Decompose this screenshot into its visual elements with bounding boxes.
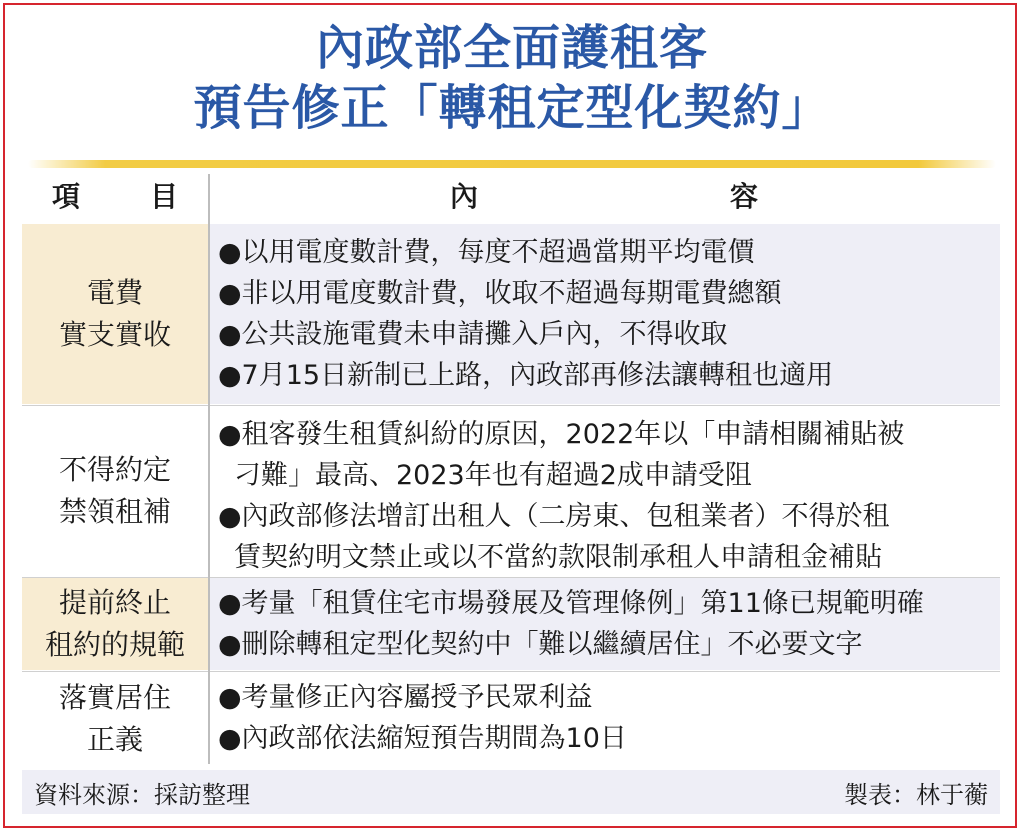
list-item: ●公共設施電費未申請攤入戶內，不得收取 bbox=[218, 319, 728, 350]
row-label-line: 提前終止 bbox=[58, 586, 171, 619]
list-item: ●7月15日新制已上路，內政部再修法讓轉租也適用 bbox=[218, 360, 834, 391]
row-label-line: 實支實收 bbox=[58, 318, 171, 351]
gold-divider bbox=[28, 160, 996, 168]
list-item: ●非以用電度數計費，收取不超過每期電費總額 bbox=[218, 278, 782, 309]
list-item: ●內政部依法縮短預告期間為10日 bbox=[218, 723, 627, 754]
row-label-termination bbox=[22, 578, 208, 670]
title-line-1: 內政部全面護租客 bbox=[315, 20, 708, 76]
header-item-char1: 項 bbox=[52, 180, 81, 213]
row-content-subsidy bbox=[210, 406, 1000, 576]
row-label-line: 不得約定 bbox=[58, 453, 171, 486]
row-content-electricity bbox=[210, 224, 1000, 404]
row-label-line: 電費 bbox=[86, 276, 143, 309]
list-item: ●考量修正內容屬授予民眾利益 bbox=[218, 682, 593, 713]
list-item: ●內政部修法增訂出租人（二房東、包租業者）不得於租 bbox=[218, 501, 890, 532]
row-label-electricity bbox=[22, 224, 208, 404]
header-content-char1: 內 bbox=[450, 180, 479, 213]
header-content-char2: 容 bbox=[730, 180, 759, 213]
list-item-continuation: 刁難」最高、2023年也有超過2成申請受阻 bbox=[234, 460, 752, 491]
column-divider bbox=[208, 174, 210, 764]
row-label-line: 禁領租補 bbox=[58, 495, 171, 528]
row-content-justice bbox=[210, 672, 1000, 766]
row-label-subsidy bbox=[22, 406, 208, 576]
source-note: 資料來源：採訪整理 bbox=[34, 780, 250, 809]
list-item: ●以用電度數計費，每度不超過當期平均電價 bbox=[218, 237, 755, 268]
author-credit: 製表：林于蘅 bbox=[844, 780, 988, 809]
row-label-line: 租約的規範 bbox=[44, 628, 185, 661]
list-item: ●刪除轉租定型化契約中「難以繼續居住」不必要文字 bbox=[218, 629, 863, 660]
list-item-continuation: 賃契約明文禁止或以不當約款限制承租人申請租金補貼 bbox=[234, 542, 882, 573]
list-item: ●考量「租賃住宅市場發展及管理條例」第11條已規範明確 bbox=[218, 588, 924, 619]
list-item: ●租客發生租賃糾紛的原因，2022年以「申請相關補貼被 bbox=[218, 419, 905, 450]
footer-bar bbox=[22, 770, 1000, 814]
row-label-line: 落實居住 bbox=[58, 681, 171, 714]
row-label-line: 正義 bbox=[86, 723, 143, 756]
header-item-char2: 目 bbox=[150, 180, 179, 213]
title-line-2: 預告修正「轉租定型化契約」 bbox=[193, 80, 831, 136]
row-label-justice bbox=[22, 672, 208, 766]
row-content-termination bbox=[210, 578, 1000, 670]
